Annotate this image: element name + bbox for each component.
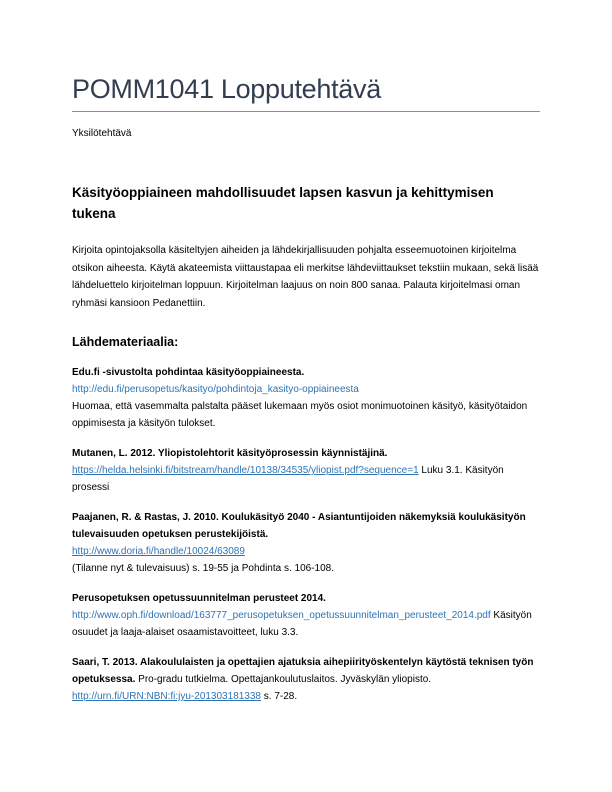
source-title: Paajanen, R. & Rastas, J. 2010. Koulukäsityö 2040 - Asiantuntijoiden näkemyksiä koulukäsityön tulevaisuuden opetuksen perustekijöistä. — [72, 512, 526, 540]
source-entry — [72, 590, 540, 641]
source-note: Huomaa, että vasemmalta palstalta pääset lukemaan myös osiot monimuotoinen käsityö, käsityötaidon oppimisesta ja käsityön tulokset. — [72, 401, 528, 429]
source-entry — [72, 364, 540, 432]
source-title: Perusopetuksen opetussuunnitelman perusteet 2014. — [72, 593, 326, 604]
assignment-heading: Käsityöoppiaineen mahdollisuudet lapsen kasvun ja kehittymisen tukena — [72, 185, 494, 221]
source-link[interactable]: http://urn.fi/URN:NBN:fi:jyu-201303181338 — [72, 691, 261, 702]
source-entry — [72, 509, 540, 577]
source-title: Mutanen, L. 2012. Yliopistolehtorit käsityöprosessin käynnistäjinä. — [72, 448, 388, 459]
document-title: POMM1041 Lopputehtävä — [72, 74, 540, 112]
source-entry — [72, 445, 540, 496]
source-title: Saari, T. 2013. Alakoululaisten ja opettajien ajatuksia aihepiirityöskentelyn käytöstä teknisen työn opetuksessa. — [72, 657, 534, 685]
source-note: (Tilanne nyt & tulevaisuus) s. 19-55 ja Pohdinta s. 106-108. — [72, 563, 335, 574]
source-link[interactable]: http://www.doria.fi/handle/10024/63089 — [72, 546, 245, 557]
source-link-suffix: s. 7-28. — [261, 691, 298, 702]
source-title-suffix: Pro-gradu tutkielma. Opettajankoulutuslaitos. Jyväskylän yliopisto. — [135, 674, 432, 685]
source-link[interactable]: http://www.oph.fi/download/163777_perusopetuksen_opetussuunnitelman_perusteet_2014.pdf — [72, 610, 491, 621]
source-title: Edu.fi -sivustolta pohdintaa käsityöoppiaineesta. — [72, 367, 305, 378]
source-link-suffix: Käsityön osuudet ja laaja-alaiset osaamistavoitteet, luku 3.3. — [72, 610, 532, 638]
assignment-instructions: Kirjoita opintojaksolla käsiteltyjen aiheiden ja lähdekirjallisuuden pohjalta esseemuotoinen kirjoitelma otsikon aiheesta. Käytä akateemista viittaustapaa eli merkitse lähdeviittaukset tekstiin mukaan, sekä lisää lähdeluettelo kirjoitelman loppuun. Kirjoitelman laajuus on noin 800 sanaa. Palauta kirjoitelmasi oman ryhmäsi kansioon Pedanettiin. — [72, 245, 539, 309]
subtitle: Yksilötehtävä — [72, 128, 132, 139]
source-link-suffix: Luku 3.1. Käsityön prosessi — [72, 465, 504, 493]
source-link[interactable]: https://helda.helsinki.fi/bitstream/handle/10138/34535/yliopist.pdf?sequence=1 — [72, 465, 419, 476]
source-entry — [72, 654, 540, 705]
sources-heading: Lähdemateriaalia: — [72, 335, 179, 349]
source-link[interactable]: http://edu.fi/perusopetus/kasityo/pohdintoja_kasityo-oppiaineesta — [72, 384, 359, 395]
